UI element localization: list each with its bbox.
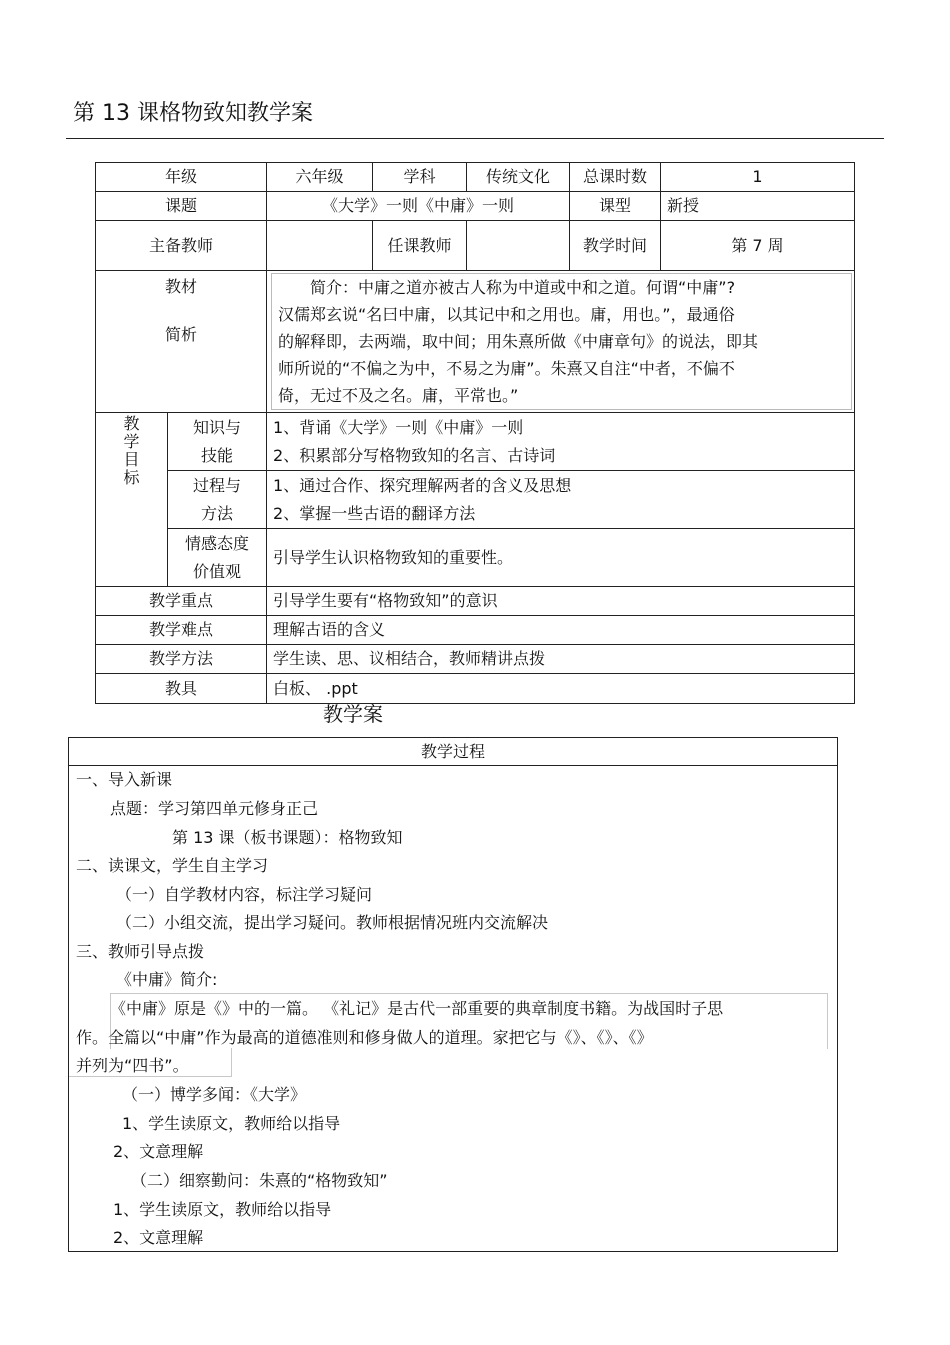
intro-line: 汉儒郑玄说“名曰中庸，以其记中和之用也。庸，用也。”，最通俗 — [278, 305, 735, 324]
textbook-label — [96, 271, 267, 413]
knowledge-label — [168, 413, 267, 471]
knowledge-goals — [267, 413, 855, 471]
intro-line: 简介：中庸之道亦被古人称为中道或中和之道。何谓“中庸”? — [278, 278, 736, 297]
process-label-line: 过程与 — [193, 475, 242, 495]
goals-label-char: 教 — [123, 414, 140, 433]
subject-value: 传统文化 — [467, 163, 570, 192]
process-label — [168, 471, 267, 529]
key-point-value: 引导学生要有“格物致知”的意识 — [267, 587, 855, 616]
teacher-value — [467, 221, 570, 271]
process-goals — [267, 471, 855, 529]
plan-title: 教学案 — [323, 702, 383, 726]
lead-teacher-label: 主备教师 — [96, 221, 267, 271]
process-line: 二、读课文，学生自主学习 — [76, 856, 269, 875]
process-line: 《中庸》简介: — [116, 970, 218, 989]
process-line: 作。全篇以“中庸”作为最高的道德准则和修身做人的道理。家把它与《》、《》、《》 — [76, 1028, 653, 1047]
tools-value: 白板、 .ppt — [267, 674, 855, 704]
process-line: 2、文意理解 — [113, 1228, 204, 1247]
knowledge-label-line: 技能 — [201, 445, 234, 465]
page-title: 第 13 课格物致知教学案 — [73, 101, 313, 126]
process-line: 1、学生读原文，教师给以指导 — [113, 1200, 332, 1219]
emotion-label-line: 价值观 — [193, 561, 242, 581]
grade-label: 年级 — [96, 163, 267, 192]
textbook-intro-box — [271, 273, 852, 410]
process-line: 1、学生读原文，教师给以指导 — [122, 1114, 341, 1133]
intro-line: 倚，无过不及之名。庸，平常也。” — [278, 386, 519, 405]
emotion-goal: 引导学生认识格物致知的重要性。 — [267, 529, 855, 587]
hours-label: 总课时数 — [570, 163, 661, 192]
process-line: 第 13 课（板书课题）：格物致知 — [172, 828, 403, 847]
knowledge-label-line: 知识与 — [193, 417, 242, 437]
hours-value: 1 — [661, 163, 855, 192]
title-divider — [66, 138, 884, 139]
process-line: 点题：学习第四单元修身正己 — [110, 799, 319, 818]
goals-label-char: 目 — [123, 450, 140, 469]
process-goal: 1、通过合作、探究理解两者的含义及思想 — [273, 475, 572, 495]
type-label: 课型 — [570, 192, 661, 221]
key-point-label: 教学重点 — [96, 587, 267, 616]
intro-line: 的解释即，去两端，取中间；用朱熹所做《中庸章句》的说法，即其 — [278, 332, 759, 351]
process-goal: 2、掌握一些古语的翻译方法 — [273, 503, 476, 523]
process-label-line: 方法 — [201, 503, 234, 523]
subject-label: 学科 — [373, 163, 467, 192]
intro-line: 师所说的“不偏之为中，不易之为庸”。朱熹又自注“中者，不偏不 — [278, 359, 735, 378]
method-value: 学生读、思、议相结合，教师精讲点拨 — [267, 645, 855, 674]
textbook-analysis — [267, 271, 855, 413]
goals-label-char: 标 — [123, 468, 140, 487]
emotion-label-line: 情感态度 — [185, 533, 250, 553]
teaching-process-header: 教学过程 — [69, 738, 837, 766]
goals-label — [96, 413, 168, 587]
time-value: 第 7 周 — [661, 221, 855, 271]
process-line: 《中庸》原是《》中的一篇。 《礼记》是古代一部重要的典章制度书籍。为战国时子思 — [110, 999, 724, 1018]
knowledge-goal: 2、积累部分写格物致知的名言、古诗词 — [273, 445, 556, 465]
topic-value: 《大学》一则《中庸》一则 — [267, 192, 570, 221]
lesson-info-table — [95, 162, 855, 704]
knowledge-goal: 1、背诵《大学》一则《中庸》一则 — [273, 417, 524, 437]
process-line: 一、导入新课 — [76, 770, 173, 789]
lead-teacher-value — [267, 221, 373, 271]
topic-label: 课题 — [96, 192, 267, 221]
tools-label: 教具 — [96, 674, 267, 704]
type-value: 新授 — [661, 192, 855, 221]
difficulty-label: 教学难点 — [96, 616, 267, 645]
goals-label-char: 学 — [123, 432, 140, 451]
process-line: 并列为“四书”。 — [76, 1056, 189, 1075]
difficulty-value: 理解古语的含义 — [267, 616, 855, 645]
process-line: （二）细察勤问：朱熹的“格物致知” — [131, 1171, 388, 1190]
grade-value: 六年级 — [267, 163, 373, 192]
teacher-label: 任课教师 — [373, 221, 467, 271]
process-line: （一）博学多闻：《大学》 — [122, 1085, 307, 1104]
method-label: 教学方法 — [96, 645, 267, 674]
emotion-label — [168, 529, 267, 587]
process-line: 2、文意理解 — [113, 1142, 204, 1161]
textbook-label-line: 简析 — [165, 325, 198, 344]
teaching-process-box — [68, 737, 838, 1252]
time-label: 教学时间 — [570, 221, 661, 271]
process-line: （一）自学教材内容，标注学习疑问 — [116, 885, 373, 904]
textbook-label-line: 教材 — [165, 277, 198, 296]
process-line: （二）小组交流，提出学习疑问。教师根据情况班内交流解决 — [116, 913, 549, 932]
process-line: 三、教师引导点拨 — [76, 942, 205, 961]
